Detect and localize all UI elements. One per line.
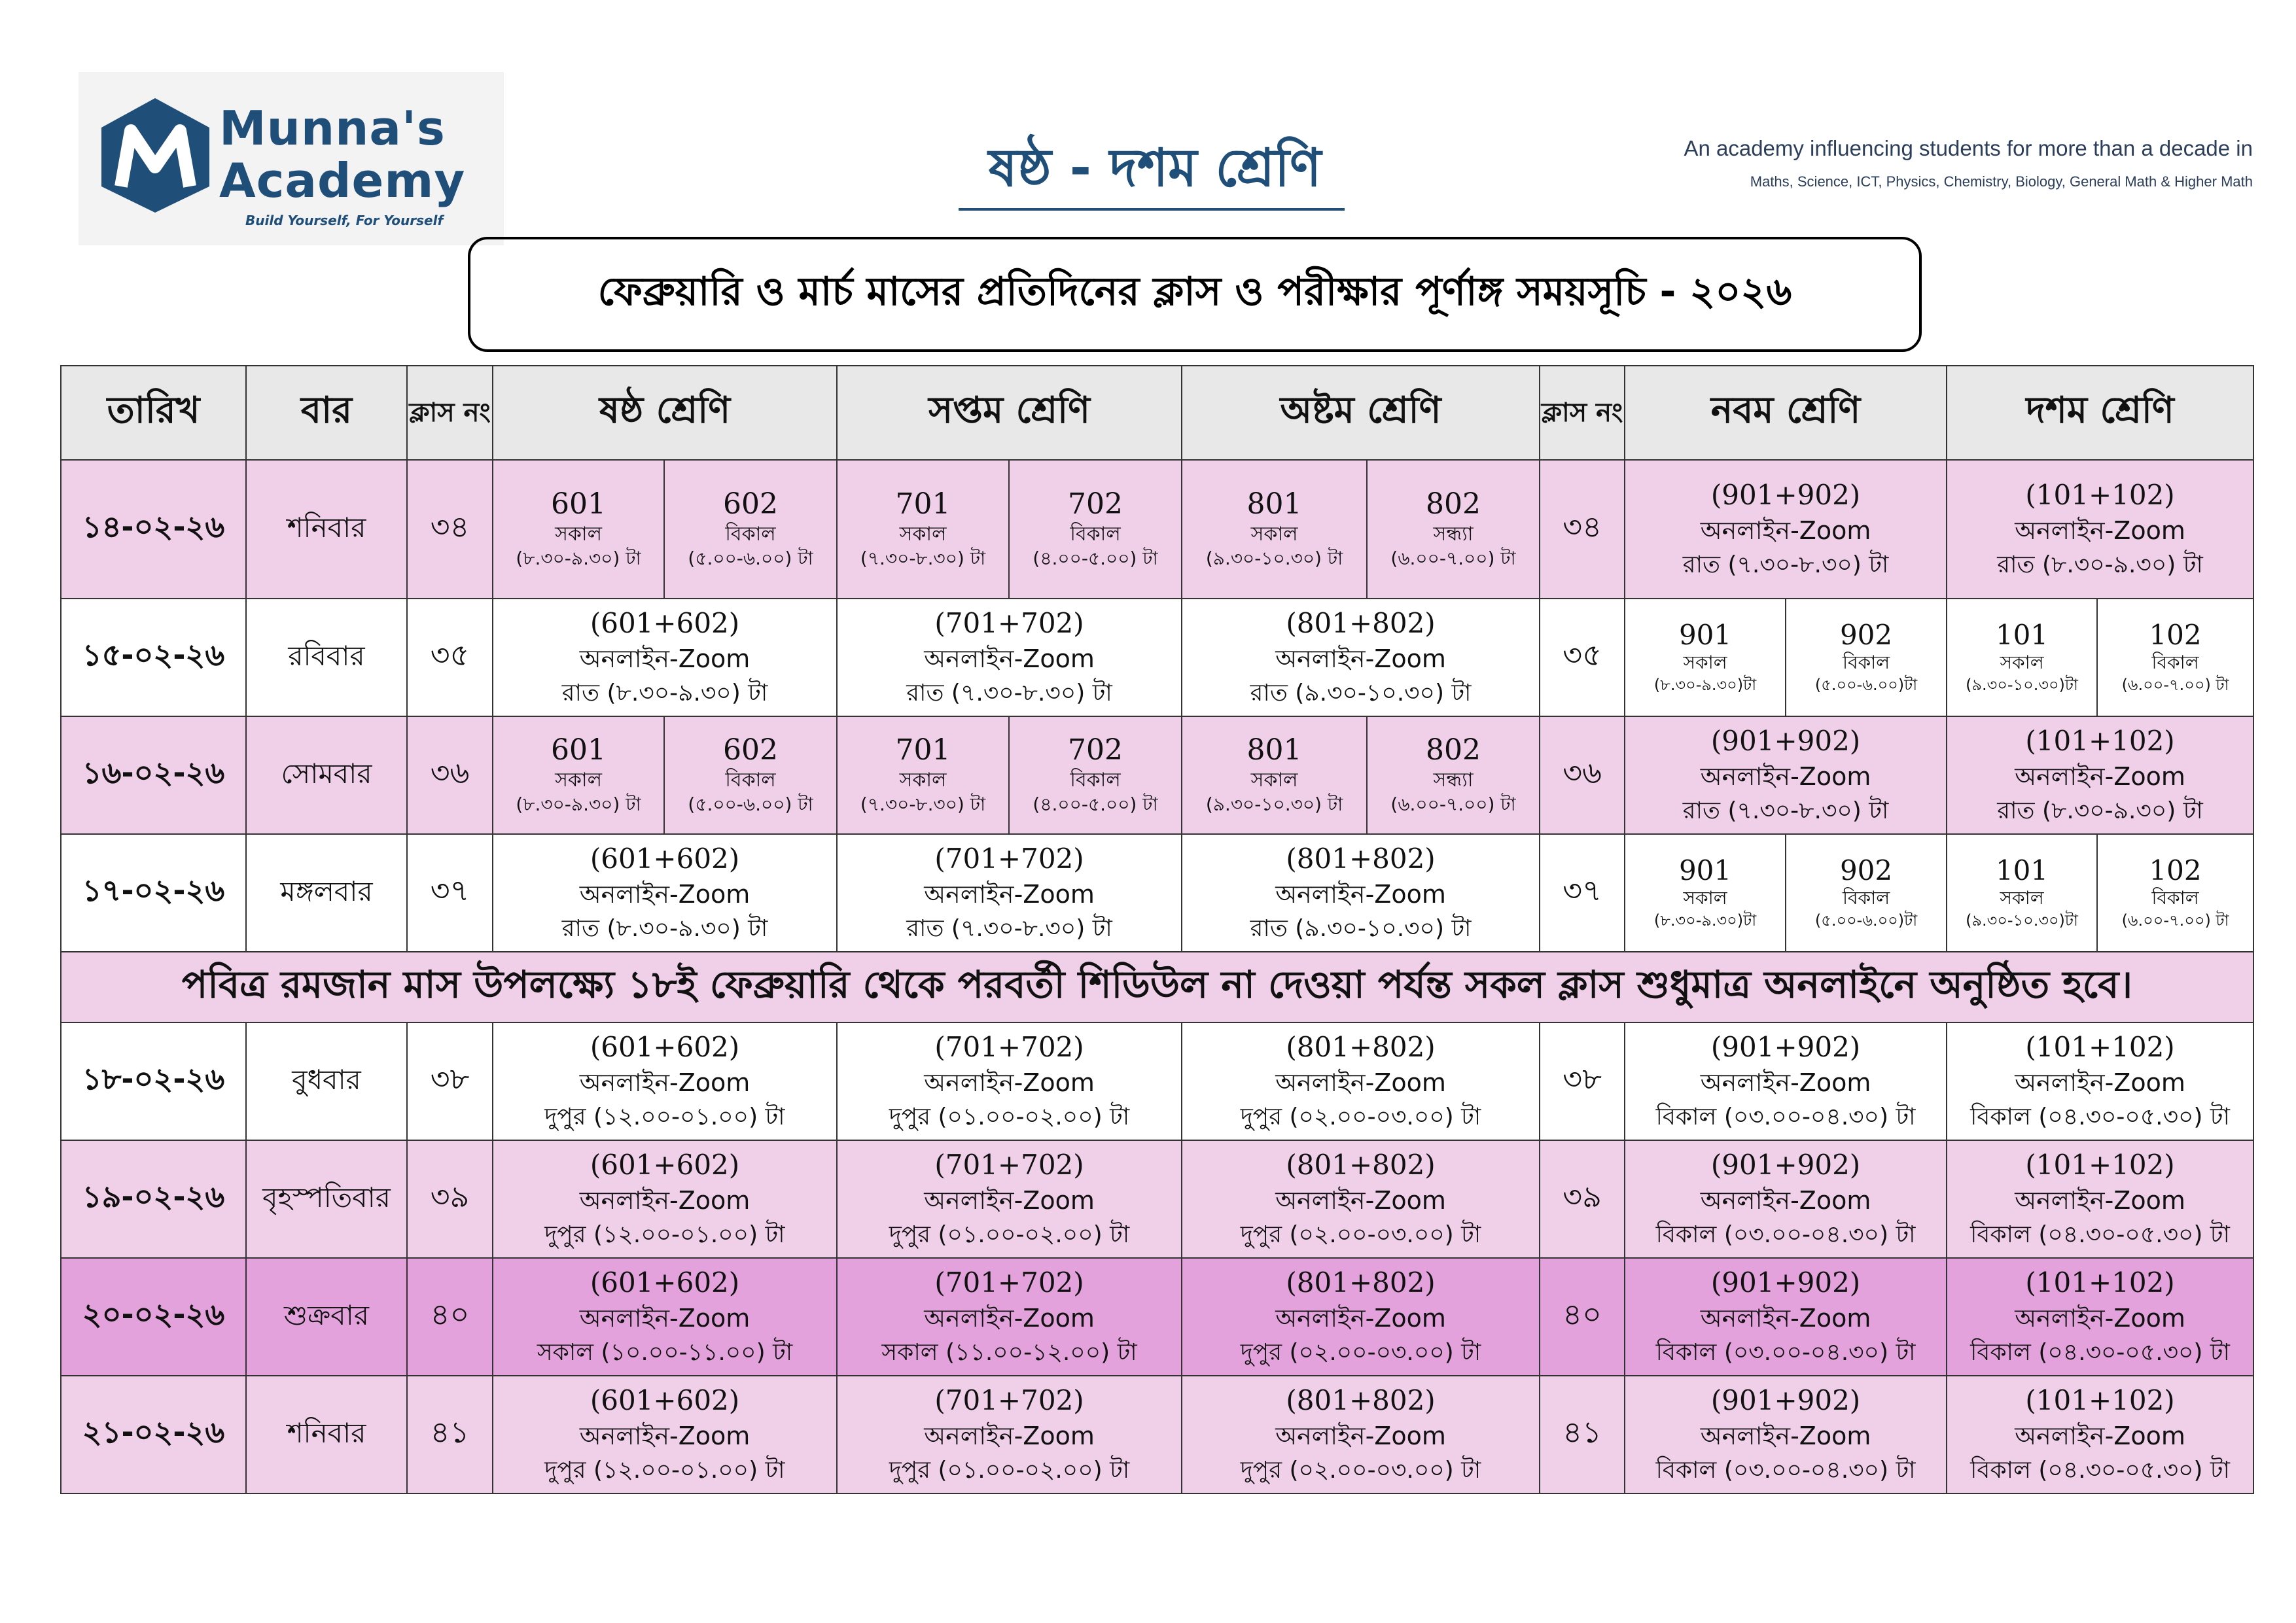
session-label: বিকাল bbox=[725, 522, 776, 546]
class-mode: অনলাইন-Zoom bbox=[1700, 516, 1871, 546]
header-day: বার bbox=[246, 366, 407, 460]
section-802-cell bbox=[1367, 716, 1540, 834]
class-mode: অনলাইন-Zoom bbox=[1275, 1068, 1446, 1098]
class7-online-cell bbox=[837, 1140, 1182, 1258]
class-no-cell: ৩৭ bbox=[407, 834, 493, 952]
session-time: রাত (৭.৩০-৮.৩০) টা bbox=[1682, 551, 1889, 578]
class10-online-cell bbox=[1947, 1022, 2253, 1140]
class7-online-cell bbox=[837, 1022, 1182, 1140]
class-no-cell: ৩৫ bbox=[1540, 599, 1625, 716]
section-601-cell bbox=[493, 716, 664, 834]
class-mode: অনলাইন-Zoom bbox=[1700, 1186, 1871, 1215]
class-no-cell: ৩৬ bbox=[407, 716, 493, 834]
class-mode: অনলাইন-Zoom bbox=[1275, 1422, 1446, 1451]
class-mode: অনলাইন-Zoom bbox=[924, 644, 1095, 674]
table-row bbox=[61, 834, 2253, 952]
section-code: (701+702) bbox=[934, 1148, 1084, 1181]
class-no-cell: ৩৪ bbox=[407, 460, 493, 599]
section-code: 802 bbox=[1426, 733, 1481, 767]
session-label: সকাল bbox=[899, 522, 947, 546]
section-602-cell bbox=[664, 460, 837, 599]
session-time: দুপুর (০২.০০-০৩.০০) টা bbox=[1240, 1221, 1481, 1248]
section-code: (601+602) bbox=[590, 1148, 740, 1181]
class8-online-cell bbox=[1182, 834, 1540, 952]
section-code: (701+702) bbox=[934, 606, 1084, 639]
section-code: (601+602) bbox=[590, 1266, 740, 1299]
session-time: দুপুর (১২.০০-০১.০০) টা bbox=[544, 1456, 785, 1484]
section-101-cell bbox=[1947, 599, 2097, 716]
schedule-table bbox=[60, 365, 2254, 1494]
section-code: (101+102) bbox=[2025, 1030, 2175, 1063]
session-label: বিকাল bbox=[1842, 887, 1890, 909]
header-class9: নবম শ্রেণি bbox=[1625, 366, 1947, 460]
logo-tagline: Build Yourself, For Yourself bbox=[245, 213, 444, 228]
section-802-cell bbox=[1367, 460, 1540, 599]
session-time: রাত (৯.৩০-১০.৩০) টা bbox=[1250, 915, 1472, 942]
class-mode: অনলাইন-Zoom bbox=[2015, 1304, 2185, 1333]
session-time: (৯.৩০-১০.৩০) টা bbox=[1205, 793, 1343, 815]
class10-online-cell bbox=[1947, 1140, 2253, 1258]
class-mode: অনলাইন-Zoom bbox=[579, 880, 751, 909]
class-no-cell: ৪০ bbox=[1540, 1258, 1625, 1376]
section-code: (701+702) bbox=[934, 1030, 1084, 1063]
session-time: (৮.৩০-৯.৩০) টা bbox=[516, 793, 641, 815]
session-time: রাত (৯.৩০-১০.৩০) টা bbox=[1250, 679, 1472, 707]
section-code: 702 bbox=[1068, 733, 1123, 767]
ramadan-notice: পবিত্র রমজান মাস উপলক্ষ্যে ১৮ই ফেব্রুয়ারি থেকে পরবর্তী শিডিউল না দেওয়া পর্যন্ত সকল ক্লাস শুধুমাত্র অনলাইনে অনুষ্ঠিত হবে। bbox=[61, 952, 2253, 1022]
session-time: দুপুর (০১.০০-০২.০০) টা bbox=[889, 1103, 1130, 1130]
class10-online-cell bbox=[1947, 716, 2253, 834]
section-code: 902 bbox=[1839, 619, 1893, 652]
section-code: 901 bbox=[1678, 854, 1732, 887]
class6-online-cell bbox=[493, 1376, 837, 1493]
class-mode: অনলাইন-Zoom bbox=[579, 644, 751, 674]
header-class10: দশম শ্রেণি bbox=[1947, 366, 2253, 460]
section-code: 801 bbox=[1246, 487, 1302, 521]
session-time: (৭.৩০-৮.৩০) টা bbox=[860, 547, 986, 569]
section-code: 102 bbox=[2149, 854, 2202, 887]
date-cell: ১৭-০২-২৬ bbox=[61, 834, 246, 952]
section-code: (901+902) bbox=[1710, 478, 1861, 511]
class8-online-cell bbox=[1182, 1022, 1540, 1140]
session-label: বিকাল bbox=[1070, 768, 1121, 792]
section-602-cell bbox=[664, 716, 837, 834]
class-no-cell: ৩৮ bbox=[407, 1022, 493, 1140]
session-time: রাত (৭.৩০-৮.৩০) টা bbox=[1682, 797, 1889, 824]
session-time: বিকাল (০৩.০০-০৪.৩০) টা bbox=[1655, 1103, 1916, 1130]
class-no-cell: ৩৪ bbox=[1540, 460, 1625, 599]
class6-online-cell bbox=[493, 1140, 837, 1258]
page-title: ষষ্ঠ - দশম শ্রেণি bbox=[988, 137, 1322, 198]
session-time: (৪.০০-৫.০০) টা bbox=[1033, 793, 1158, 815]
section-code: 801 bbox=[1246, 733, 1302, 767]
section-702-cell bbox=[1009, 460, 1182, 599]
date-cell: ২১-০২-২৬ bbox=[61, 1376, 246, 1493]
section-code: 902 bbox=[1839, 854, 1893, 887]
class6-online-cell bbox=[493, 1258, 837, 1376]
notice-row bbox=[61, 952, 2253, 1022]
session-time: রাত (৮.৩০-৯.৩০) টা bbox=[1997, 551, 2203, 578]
section-code: (101+102) bbox=[2025, 1148, 2175, 1181]
session-time: (৬.০০-৭.০০) টা bbox=[1390, 793, 1516, 815]
section-code: (101+102) bbox=[2025, 1384, 2175, 1416]
session-time: (৯.৩০-১০.৩০) টা bbox=[1205, 547, 1343, 569]
header-class6: ষষ্ঠ শ্রেণি bbox=[493, 366, 837, 460]
section-code: 601 bbox=[551, 733, 606, 767]
class-no-cell: ৩৯ bbox=[407, 1140, 493, 1258]
session-time: রাত (৮.৩০-৯.৩০) টা bbox=[561, 915, 768, 942]
day-cell: শনিবার bbox=[246, 460, 407, 599]
session-time: দুপুর (০২.০০-০৩.০০) টা bbox=[1240, 1456, 1481, 1484]
section-code: (101+102) bbox=[2025, 1266, 2175, 1299]
class-mode: অনলাইন-Zoom bbox=[579, 1422, 751, 1451]
class-mode: অনলাইন-Zoom bbox=[1275, 1186, 1446, 1215]
class-mode: অনলাইন-Zoom bbox=[924, 1186, 1095, 1215]
section-code: (701+702) bbox=[934, 1266, 1084, 1299]
section-101-cell bbox=[1947, 834, 2097, 952]
date-cell: ১৮-০২-২৬ bbox=[61, 1022, 246, 1140]
class-mode: অনলাইন-Zoom bbox=[579, 1304, 751, 1333]
logo-mark-icon bbox=[95, 95, 216, 216]
class8-online-cell bbox=[1182, 1376, 1540, 1493]
session-time: দুপুর (১২.০০-০১.০০) টা bbox=[544, 1221, 785, 1248]
section-code: (901+902) bbox=[1710, 1266, 1861, 1299]
class10-online-cell bbox=[1947, 1376, 2253, 1493]
class-mode: অনলাইন-Zoom bbox=[2015, 762, 2185, 792]
section-102-cell bbox=[2097, 834, 2253, 952]
session-label: বিকাল bbox=[2151, 652, 2199, 674]
session-label: সকাল bbox=[1683, 887, 1727, 909]
class-mode: অনলাইন-Zoom bbox=[1275, 1304, 1446, 1333]
section-code: (601+602) bbox=[590, 1030, 740, 1063]
date-cell: ১৪-০২-২৬ bbox=[61, 460, 246, 599]
session-label: সকাল bbox=[555, 768, 602, 792]
class7-online-cell bbox=[837, 1258, 1182, 1376]
session-time: (৫.০০-৬.০০) টা bbox=[688, 793, 813, 815]
section-code: (701+702) bbox=[934, 1384, 1084, 1416]
section-902-cell bbox=[1786, 599, 1947, 716]
day-cell: শনিবার bbox=[246, 1376, 407, 1493]
class-mode: অনলাইন-Zoom bbox=[1275, 644, 1446, 674]
date-cell: ২০-০২-২৬ bbox=[61, 1258, 246, 1376]
class8-online-cell bbox=[1182, 1258, 1540, 1376]
table-row bbox=[61, 1376, 2253, 1493]
session-time: রাত (৭.৩০-৮.৩০) টা bbox=[906, 915, 1112, 942]
academy-logo bbox=[79, 72, 504, 245]
section-801-cell bbox=[1182, 460, 1367, 599]
class-mode: অনলাইন-Zoom bbox=[579, 1186, 751, 1215]
table-row bbox=[61, 460, 2253, 599]
class-mode: অনলাইন-Zoom bbox=[1700, 762, 1871, 792]
section-code: 601 bbox=[551, 487, 606, 521]
header-class8: অষ্টম শ্রেণি bbox=[1182, 366, 1540, 460]
session-time: (৮.৩০-৯.৩০)টা bbox=[1653, 675, 1757, 694]
class6-online-cell bbox=[493, 599, 837, 716]
session-time: (৫.০০-৬.০০)টা bbox=[1814, 675, 1918, 694]
table-row bbox=[61, 1140, 2253, 1258]
session-time: বিকাল (০৩.০০-০৪.৩০) টা bbox=[1655, 1338, 1916, 1366]
section-601-cell bbox=[493, 460, 664, 599]
session-label: সকাল bbox=[2000, 652, 2044, 674]
section-code: (801+802) bbox=[1286, 1030, 1436, 1063]
section-102-cell bbox=[2097, 599, 2253, 716]
session-time: দুপুর (০২.০০-০৩.০০) টা bbox=[1240, 1103, 1481, 1130]
session-time: রাত (৮.৩০-৯.৩০) টা bbox=[1997, 797, 2203, 824]
session-time: (৪.০০-৫.০০) টা bbox=[1033, 547, 1158, 569]
class-mode: অনলাইন-Zoom bbox=[1275, 880, 1446, 909]
section-code: (601+602) bbox=[590, 1384, 740, 1416]
class-mode: অনলাইন-Zoom bbox=[2015, 516, 2185, 546]
section-code: (801+802) bbox=[1286, 842, 1436, 875]
table-row bbox=[61, 1022, 2253, 1140]
academy-tagline: An academy influencing students for more than a decade in bbox=[1684, 136, 2253, 160]
section-code: (601+602) bbox=[590, 606, 740, 639]
section-801-cell bbox=[1182, 716, 1367, 834]
day-cell: শুক্রবার bbox=[246, 1258, 407, 1376]
session-label: সকাল bbox=[1250, 522, 1298, 546]
academy-subjects: Maths, Science, ICT, Physics, Chemistry, Biology, General Math & Higher Math bbox=[1750, 173, 2253, 190]
section-code: (801+802) bbox=[1286, 1384, 1436, 1416]
session-time: (৫.০০-৬.০০) টা bbox=[688, 547, 813, 569]
class6-online-cell bbox=[493, 1022, 837, 1140]
class7-online-cell bbox=[837, 834, 1182, 952]
section-code: (101+102) bbox=[2025, 478, 2175, 511]
session-label: সকাল bbox=[555, 522, 602, 546]
session-time: (৯.৩০-১০.৩০)টা bbox=[1966, 911, 2078, 930]
session-label: সকাল bbox=[2000, 887, 2044, 909]
class-mode: অনলাইন-Zoom bbox=[1700, 1304, 1871, 1333]
class-mode: অনলাইন-Zoom bbox=[2015, 1186, 2185, 1215]
day-cell: মঙ্গলবার bbox=[246, 834, 407, 952]
session-time: (৯.৩০-১০.৩০)টা bbox=[1966, 675, 2078, 694]
session-time: (৭.৩০-৮.৩০) টা bbox=[860, 793, 986, 815]
session-time: বিকাল (০৪.৩০-০৫.৩০) টা bbox=[1970, 1338, 2230, 1366]
section-code: (901+902) bbox=[1710, 1030, 1861, 1063]
session-time: সকাল (১১.০০-১২.০০) টা bbox=[881, 1338, 1137, 1366]
header-date: তারিখ bbox=[61, 366, 246, 460]
section-code: 602 bbox=[723, 733, 778, 767]
table-row bbox=[61, 599, 2253, 716]
session-time: দুপুর (০১.০০-০২.০০) টা bbox=[889, 1221, 1130, 1248]
session-time: দুপুর (০২.০০-০৩.০০) টা bbox=[1240, 1338, 1481, 1366]
section-code: (801+802) bbox=[1286, 1148, 1436, 1181]
class9-online-cell bbox=[1625, 1140, 1947, 1258]
section-code: (901+902) bbox=[1710, 1148, 1861, 1181]
session-time: (৬.০০-৭.০০) টা bbox=[2121, 675, 2229, 694]
day-cell: সোমবার bbox=[246, 716, 407, 834]
class9-online-cell bbox=[1625, 1376, 1947, 1493]
session-label: সকাল bbox=[1250, 768, 1298, 792]
session-time: (৬.০০-৭.০০) টা bbox=[2121, 911, 2229, 930]
class7-online-cell bbox=[837, 1376, 1182, 1493]
session-time: (৬.০০-৭.০০) টা bbox=[1390, 547, 1516, 569]
class9-online-cell bbox=[1625, 1258, 1947, 1376]
class8-online-cell bbox=[1182, 599, 1540, 716]
class8-online-cell bbox=[1182, 1140, 1540, 1258]
table-row bbox=[61, 1258, 2253, 1376]
section-701-cell bbox=[837, 460, 1009, 599]
class-mode: অনলাইন-Zoom bbox=[924, 1422, 1095, 1451]
session-time: দুপুর (০১.০০-০২.০০) টা bbox=[889, 1456, 1130, 1484]
session-time: বিকাল (০৪.৩০-০৫.৩০) টা bbox=[1970, 1221, 2230, 1248]
class-no-cell: ৩৫ bbox=[407, 599, 493, 716]
section-code: 102 bbox=[2149, 619, 2202, 652]
date-cell: ১৯-০২-২৬ bbox=[61, 1140, 246, 1258]
section-702-cell bbox=[1009, 716, 1182, 834]
section-902-cell bbox=[1786, 834, 1947, 952]
session-time: রাত (৭.৩০-৮.৩০) টা bbox=[906, 679, 1112, 707]
session-time: (৮.৩০-৯.৩০) টা bbox=[516, 547, 641, 569]
session-label: সন্ধ্যা bbox=[1433, 522, 1474, 546]
section-code: 802 bbox=[1426, 487, 1481, 521]
class9-online-cell bbox=[1625, 1022, 1947, 1140]
header-class-no: ক্লাস নং bbox=[407, 366, 493, 460]
logo-name-line2: Academy bbox=[219, 153, 466, 208]
section-code: 701 bbox=[895, 487, 951, 521]
section-901-cell bbox=[1625, 834, 1786, 952]
class-no-cell: ৪১ bbox=[1540, 1376, 1625, 1493]
schedule-subtitle: ফেব্রুয়ারি ও মার্চ মাসের প্রতিদিনের ক্লাস ও পরীক্ষার পূর্ণাঙ্গ সময়সূচি - ২০২৬ bbox=[468, 237, 1922, 352]
class-no-cell: ৩৬ bbox=[1540, 716, 1625, 834]
class9-online-cell bbox=[1625, 716, 1947, 834]
class-no-cell: ৪১ bbox=[407, 1376, 493, 1493]
session-time: বিকাল (০৩.০০-০৪.৩০) টা bbox=[1655, 1456, 1916, 1484]
class-mode: অনলাইন-Zoom bbox=[924, 1068, 1095, 1098]
session-time: দুপুর (১২.০০-০১.০০) টা bbox=[544, 1103, 785, 1130]
class-no-cell: ৪০ bbox=[407, 1258, 493, 1376]
class10-online-cell bbox=[1947, 460, 2253, 599]
session-label: সকাল bbox=[1683, 652, 1727, 674]
class6-online-cell bbox=[493, 834, 837, 952]
session-label: বিকাল bbox=[725, 768, 776, 792]
table-header bbox=[61, 366, 2253, 460]
class-mode: অনলাইন-Zoom bbox=[924, 1304, 1095, 1333]
session-label: সকাল bbox=[899, 768, 947, 792]
day-cell: বৃহস্পতিবার bbox=[246, 1140, 407, 1258]
class-no-cell: ৩৯ bbox=[1540, 1140, 1625, 1258]
section-code: 901 bbox=[1678, 619, 1732, 652]
session-time: বিকাল (০৩.০০-০৪.৩০) টা bbox=[1655, 1221, 1916, 1248]
section-code: (801+802) bbox=[1286, 606, 1436, 639]
class-mode: অনলাইন-Zoom bbox=[579, 1068, 751, 1098]
session-time: (৫.০০-৬.০০)টা bbox=[1814, 911, 1918, 930]
session-time: রাত (৮.৩০-৯.৩০) টা bbox=[561, 679, 768, 707]
day-cell: রবিবার bbox=[246, 599, 407, 716]
section-code: (101+102) bbox=[2025, 724, 2175, 757]
logo-name-line1: Munna's bbox=[219, 101, 446, 156]
section-code: (601+602) bbox=[590, 842, 740, 875]
class-mode: অনলাইন-Zoom bbox=[1700, 1068, 1871, 1098]
section-code: 701 bbox=[895, 733, 951, 767]
class7-online-cell bbox=[837, 599, 1182, 716]
section-701-cell bbox=[837, 716, 1009, 834]
header-class7: সপ্তম শ্রেণি bbox=[837, 366, 1182, 460]
session-time: বিকাল (০৪.৩০-০৫.৩০) টা bbox=[1970, 1456, 2230, 1484]
session-time: (৮.৩০-৯.৩০)টা bbox=[1653, 911, 1757, 930]
session-label: বিকাল bbox=[1070, 522, 1121, 546]
section-code: (901+902) bbox=[1710, 1384, 1861, 1416]
class10-online-cell bbox=[1947, 1258, 2253, 1376]
session-time: সকাল (১০.০০-১১.০০) টা bbox=[537, 1338, 793, 1366]
class-mode: অনলাইন-Zoom bbox=[2015, 1422, 2185, 1451]
table-row bbox=[61, 716, 2253, 834]
session-label: সন্ধ্যা bbox=[1433, 768, 1474, 792]
date-cell: ১৫-০২-২৬ bbox=[61, 599, 246, 716]
section-code: 101 bbox=[1995, 619, 2049, 652]
class-no-cell: ৩৭ bbox=[1540, 834, 1625, 952]
section-code: (701+702) bbox=[934, 842, 1084, 875]
day-cell: বুধবার bbox=[246, 1022, 407, 1140]
class-mode: অনলাইন-Zoom bbox=[1700, 1422, 1871, 1451]
section-code: 602 bbox=[723, 487, 778, 521]
class-mode: অনলাইন-Zoom bbox=[2015, 1068, 2185, 1098]
class-no-cell: ৩৮ bbox=[1540, 1022, 1625, 1140]
session-label: বিকাল bbox=[2151, 887, 2199, 909]
class-mode: অনলাইন-Zoom bbox=[924, 880, 1095, 909]
section-code: (901+902) bbox=[1710, 724, 1861, 757]
header-class-no-2: ক্লাস নং bbox=[1540, 366, 1625, 460]
date-cell: ১৬-০২-২৬ bbox=[61, 716, 246, 834]
section-code: (801+802) bbox=[1286, 1266, 1436, 1299]
session-time: বিকাল (০৪.৩০-০৫.৩০) টা bbox=[1970, 1103, 2230, 1130]
class9-online-cell bbox=[1625, 460, 1947, 599]
section-code: 101 bbox=[1995, 854, 2049, 887]
section-code: 702 bbox=[1068, 487, 1123, 521]
section-901-cell bbox=[1625, 599, 1786, 716]
title-underline bbox=[959, 208, 1345, 211]
session-label: বিকাল bbox=[1842, 652, 1890, 674]
